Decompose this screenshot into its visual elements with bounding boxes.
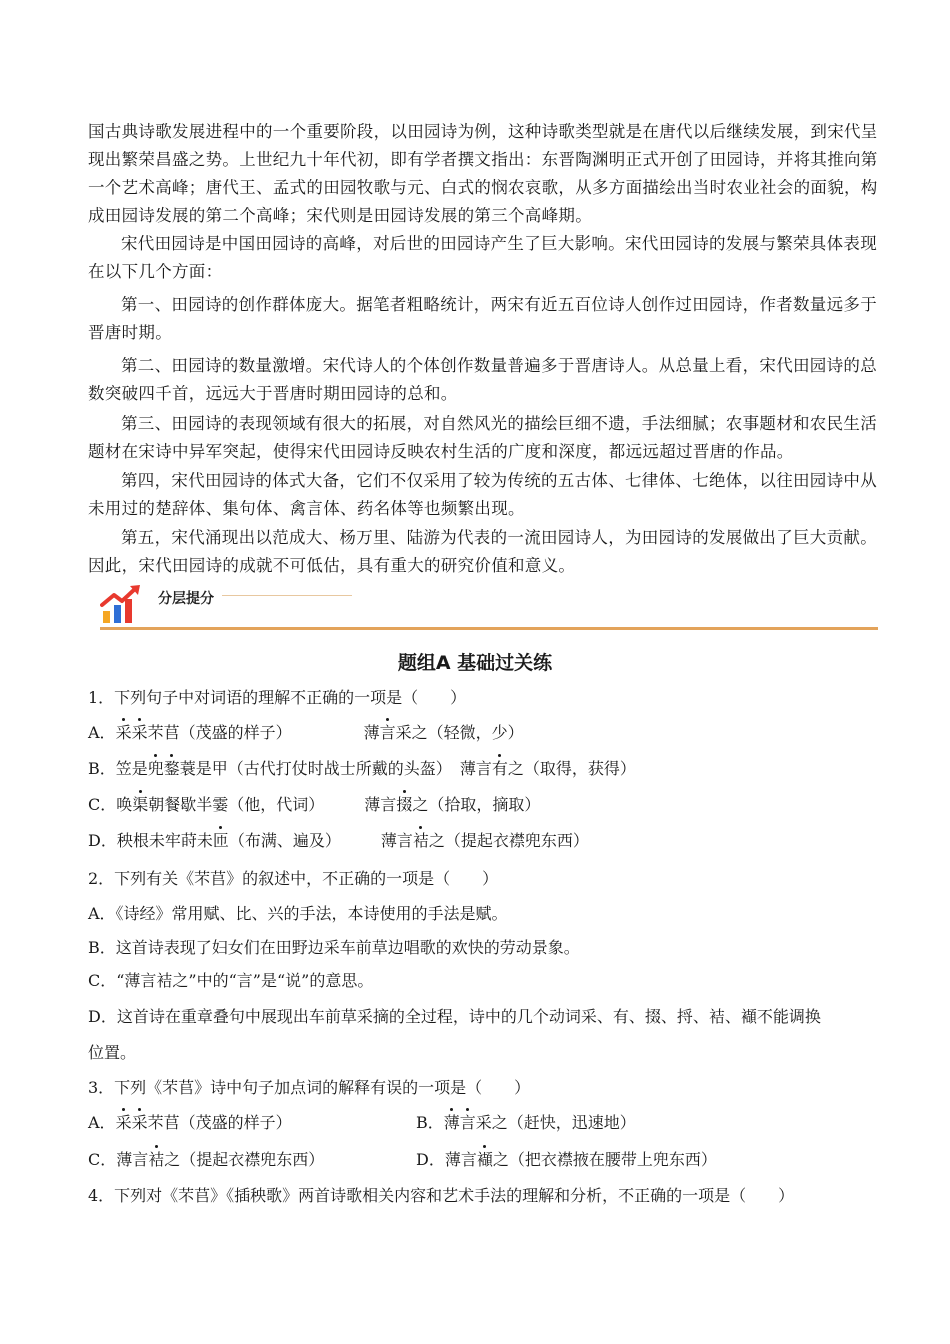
q2-option-b: B．这首诗表现了妇女们在田野边采车前草边唱歌的欢快的劳动景象。 xyxy=(88,938,580,957)
q2-option-c: C．“薄言袺之”中的“言”是“说”的意思。 xyxy=(88,971,374,990)
q3-option-d: D．薄言襭之（把衣襟掖在腰带上兜东西） xyxy=(416,1150,717,1169)
paragraph-text: 第一、田园诗的创作群体庞大。据笔者粗略统计，两宋有近五百位诗人创作过田园诗，作者数量远多于晋唐时期。 xyxy=(88,295,877,342)
q2-option-d: D．这首诗在重章叠句中展现出车前草采摘的全过程，诗中的几个动词采、有、掇、捋、袺、襭不能调换 xyxy=(88,1007,821,1026)
banner-label: 分层提分 xyxy=(158,591,214,607)
q2-stem: 2．下列有关《芣苢》的叙述中，不正确的一项是（ ） xyxy=(88,869,499,888)
q1-option-b: B．笠是兜鍪蓑是甲（古代打仗时战士所戴的头盔） 薄言有之（取得，获得） xyxy=(88,759,636,778)
q3-stem: 3．下列《芣苢》诗中句子加点词的解释有误的一项是（ ） xyxy=(88,1078,531,1097)
paragraph-text: 宋代田园诗是中国田园诗的高峰，对后世的田园诗产生了巨大影响。宋代田园诗的发展与繁荣具体表现在以下几个方面： xyxy=(88,234,877,281)
q4-stem: 4．下列对《芣苢》《插秧歌》两首诗歌相关内容和艺术手法的理解和分析，不正确的一项是（ ） xyxy=(88,1186,795,1205)
group-title: 题组A 基础过关练 xyxy=(397,652,553,674)
q1-option-a: A．采采芣苢（茂盛的样子） 薄言采之（轻微，少） xyxy=(88,723,524,742)
growth-chart-icon xyxy=(100,583,144,627)
q1-option-c: C．唤渠朝餐歇半霎（他，代词） 薄言掇之（拾取，摘取） xyxy=(88,795,541,814)
passage-paragraph-6 xyxy=(88,467,878,523)
passage-paragraph-7 xyxy=(88,524,878,580)
paragraph-text: 第三、田园诗的表现领域有很大的拓展，对自然风光的描绘巨细不遗，手法细腻；农事题材和农民生活题材在宋诗中异军突起，使得宋代田园诗反映农村生活的广度和深度，都远远超过晋唐的作品。 xyxy=(88,414,877,461)
passage-paragraph-1 xyxy=(88,118,878,230)
q3-option-c: C．薄言袺之（提起衣襟兜东西） xyxy=(88,1150,325,1169)
banner-divider xyxy=(222,595,352,596)
q3-option-a: A．采采芣苢（茂盛的样子） xyxy=(88,1113,292,1132)
q3-option-b: B．薄言采之（赶快，迅速地） xyxy=(416,1113,636,1132)
section-banner xyxy=(100,583,880,633)
paragraph-text: 第四，宋代田园诗的体式大备，它们不仅采用了较为传统的五古体、七律体、七绝体，以往田园诗中从未用过的楚辞体、集句体、禽言体、药名体等也频繁出现。 xyxy=(88,471,877,518)
q1-stem: 1．下列句子中对词语的理解不正确的一项是（ ） xyxy=(88,688,467,707)
q2-option-a: A．《诗经》常用赋、比、兴的手法，本诗使用的手法是赋。 xyxy=(88,904,508,923)
section-rule xyxy=(100,627,878,630)
passage-paragraph-3 xyxy=(88,291,878,347)
paragraph-text: 第五，宋代涌现出以范成大、杨万里、陆游为代表的一流田园诗人，为田园诗的发展做出了巨大贡献。因此，宋代田园诗的成就不可低估，具有重大的研究价值和意义。 xyxy=(88,528,877,575)
paragraph-text: 国古典诗歌发展进程中的一个重要阶段，以田园诗为例，这种诗歌类型就是在唐代以后继续发展，到宋代呈现出繁荣昌盛之势。上世纪九十年代初，即有学者撰文指出：东晋陶渊明正式开创了田园诗，并将其推向第一个艺术高峰；唐代王、孟式的田园牧歌与元、白式的悯农哀歌，从多方面描绘出当时农业社会的面貌，构成田园诗发展的第二个高峰；宋代则是田园诗发展的第三个高峰期。 xyxy=(88,122,878,225)
passage-paragraph-5 xyxy=(88,410,878,466)
passage-paragraph-2 xyxy=(88,230,878,286)
paragraph-text: 第二、田园诗的数量激增。宋代诗人的个体创作数量普遍多于晋唐诗人。从总量上看，宋代田园诗的总数突破四千首，远远大于晋唐时期田园诗的总和。 xyxy=(88,356,877,403)
q1-option-d: D．秧根未牢莳未匝（布满、遍及） 薄言袺之（提起衣襟兜东西） xyxy=(88,831,589,850)
q2-option-d-cont: 位置。 xyxy=(88,1043,137,1062)
passage-paragraph-4 xyxy=(88,352,878,408)
